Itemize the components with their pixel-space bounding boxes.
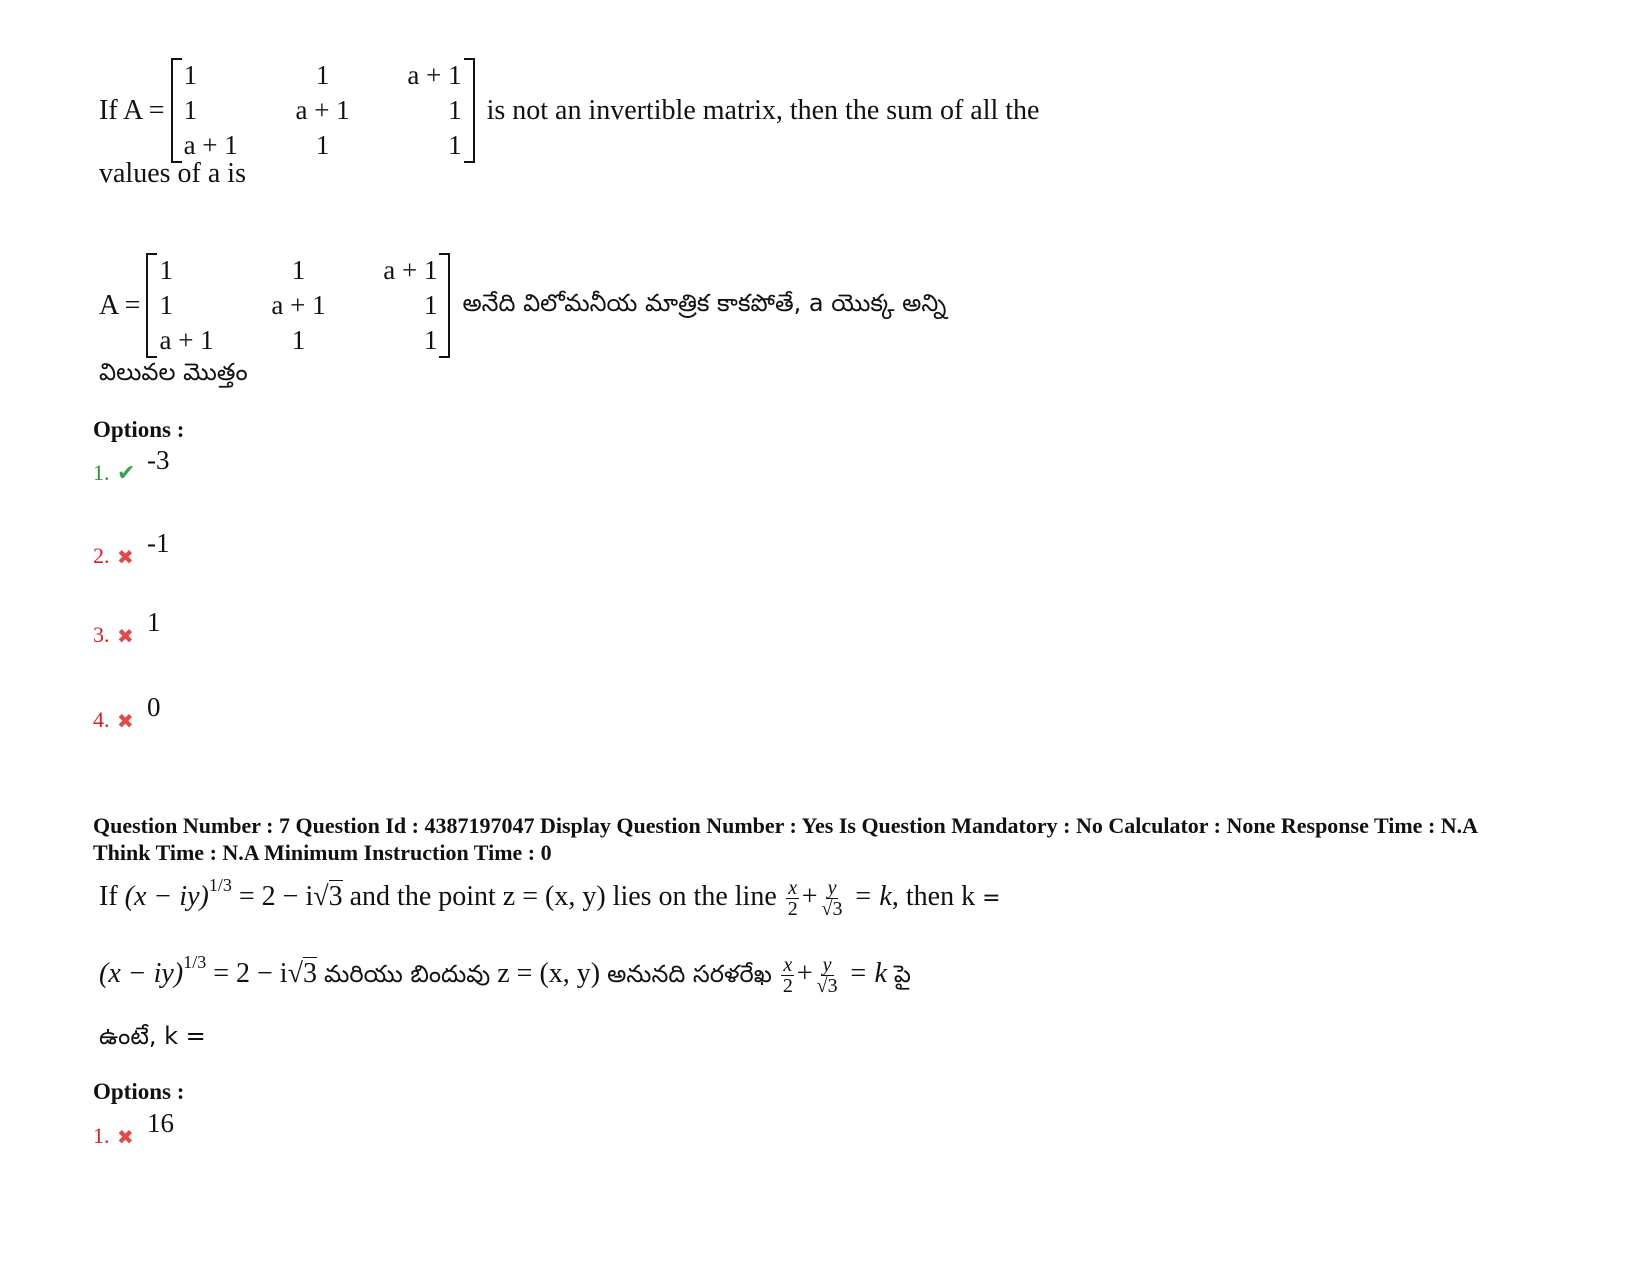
q7-te-mid2: అనునది సరళరేఖ bbox=[607, 959, 772, 988]
q6-option-4 bbox=[93, 692, 161, 733]
q7-eq-sign: = bbox=[982, 885, 1001, 911]
frac-den: 2 bbox=[787, 898, 798, 920]
q6-option-3 bbox=[93, 607, 161, 648]
frac-num: x bbox=[783, 954, 793, 976]
q7-english-line bbox=[99, 874, 1001, 920]
matrix-cell: a + 1 bbox=[295, 95, 350, 125]
matrix-cell: 1 bbox=[315, 130, 330, 160]
matrix-cell: 1 bbox=[315, 60, 330, 90]
option-number: 4. bbox=[93, 707, 110, 732]
option-value: -3 bbox=[147, 445, 170, 475]
plus-sign: + bbox=[796, 957, 813, 989]
fraction-y-over-root3 bbox=[820, 878, 845, 919]
q7-meta: Question Number : 7 Question Id : 4387197047 Display Question Number : Yes Is Question Mandatory : No Calculator : None Response Time : N.A Think Time : N.A Minimum Instruction Time : 0 bbox=[93, 813, 1477, 865]
q7-rhs: = 2 − i bbox=[238, 880, 314, 912]
matrix-cell: 1 bbox=[291, 325, 306, 355]
q7-exponent: 1/3 bbox=[208, 874, 232, 895]
q6-english-matrix-line bbox=[99, 58, 1039, 163]
cross-icon: ✖ bbox=[117, 624, 134, 648]
matrix-cell: 1 bbox=[291, 255, 306, 285]
matrix-cell: 1 bbox=[448, 130, 462, 160]
q6-en-prefix: If A = bbox=[99, 94, 165, 126]
option-number: 2. bbox=[93, 543, 110, 568]
q7-lhs: (x − iy) bbox=[124, 880, 209, 912]
q7-option-1 bbox=[93, 1108, 174, 1149]
q7-lhs: (x − iy) bbox=[99, 957, 184, 989]
q7-telugu-line bbox=[99, 951, 911, 997]
matrix-cell: 1 bbox=[448, 95, 462, 125]
q7-options-label: Options : bbox=[93, 1079, 185, 1104]
matrix-left-bracket bbox=[146, 253, 157, 358]
plus-sign: + bbox=[801, 880, 818, 912]
matrix-cell: a + 1 bbox=[159, 325, 214, 355]
cross-icon: ✖ bbox=[117, 1125, 134, 1149]
frac-num: x bbox=[788, 877, 798, 899]
q6-en-tail: values of a is bbox=[99, 158, 246, 189]
fraction-y-over-root3 bbox=[815, 955, 840, 996]
option-value: -1 bbox=[147, 528, 170, 558]
check-icon: ✔ bbox=[117, 461, 136, 486]
q6-option-1 bbox=[93, 445, 170, 486]
q7-te-tail: ఉంటే, k = bbox=[99, 1022, 206, 1050]
option-number: 1. bbox=[93, 1123, 110, 1148]
matrix-left-bracket bbox=[171, 58, 182, 163]
frac-num: y bbox=[822, 954, 832, 976]
q7-sqrt-arg: 3 bbox=[328, 880, 343, 912]
matrix-cell: 1 bbox=[423, 290, 438, 320]
matrix-cell: a + 1 bbox=[183, 130, 238, 160]
matrix-a-telugu bbox=[146, 253, 450, 358]
q7-sqrt-arg: 3 bbox=[302, 957, 317, 989]
cross-icon: ✖ bbox=[117, 709, 134, 733]
matrix-a-english bbox=[171, 58, 475, 163]
matrix-cell: a + 1 bbox=[383, 255, 438, 285]
option-value: 0 bbox=[147, 692, 161, 722]
q7-en-end: , then k bbox=[891, 880, 976, 912]
matrix-cell: 1 bbox=[183, 60, 198, 90]
q7-eq-k: = k bbox=[848, 957, 887, 989]
cross-icon: ✖ bbox=[117, 545, 134, 569]
q6-option-2 bbox=[93, 528, 170, 569]
matrix-cell: 1 bbox=[159, 290, 173, 320]
matrix-cell: 1 bbox=[159, 255, 173, 285]
sqrt-sign: √ bbox=[287, 957, 303, 989]
q6-te-suffix: అనేది విలోమనీయ మాత్రిక కాకపోతే, a యొక్క అన్ని bbox=[462, 288, 947, 317]
q6-en-suffix: is not an invertible matrix, then the sum of all the bbox=[486, 94, 1040, 126]
fraction-x-over-2 bbox=[781, 955, 795, 996]
option-value: 16 bbox=[147, 1108, 174, 1138]
matrix-right-bracket bbox=[464, 58, 475, 163]
frac-den: √3 bbox=[821, 898, 843, 920]
q6-te-tail: విలువల మొత్తం bbox=[99, 358, 248, 386]
option-number: 3. bbox=[93, 622, 110, 647]
q7-te-mid1: మరియు బిందువు bbox=[323, 959, 491, 988]
q7-exponent: 1/3 bbox=[183, 951, 207, 972]
q7-rhs: = 2 − i bbox=[213, 957, 288, 989]
matrix-cell: 1 bbox=[423, 325, 438, 355]
matrix-cell: a + 1 bbox=[407, 60, 462, 90]
q6-telugu-matrix-line bbox=[99, 253, 946, 358]
q6-te-prefix: A = bbox=[99, 289, 141, 321]
q7-te-end: పై bbox=[893, 959, 911, 988]
frac-den: 2 bbox=[782, 975, 793, 997]
matrix-cell: 1 bbox=[183, 95, 198, 125]
fraction-x-over-2 bbox=[786, 878, 800, 919]
matrix-right-bracket bbox=[439, 253, 450, 358]
q7-en-mid: and the point z = (x, y) lies on the line bbox=[349, 880, 777, 912]
sqrt-sign: √ bbox=[313, 880, 329, 912]
option-number: 1. bbox=[93, 460, 110, 485]
q7-if: If bbox=[99, 880, 118, 912]
frac-den: √3 bbox=[816, 975, 838, 997]
frac-num: y bbox=[827, 877, 837, 899]
matrix-cell: a + 1 bbox=[271, 290, 326, 320]
option-value: 1 bbox=[147, 607, 161, 637]
q7-te-point: z = (x, y) bbox=[497, 957, 601, 989]
q6-options-label: Options : bbox=[93, 417, 185, 442]
q7-eq-k: = k bbox=[853, 880, 892, 912]
